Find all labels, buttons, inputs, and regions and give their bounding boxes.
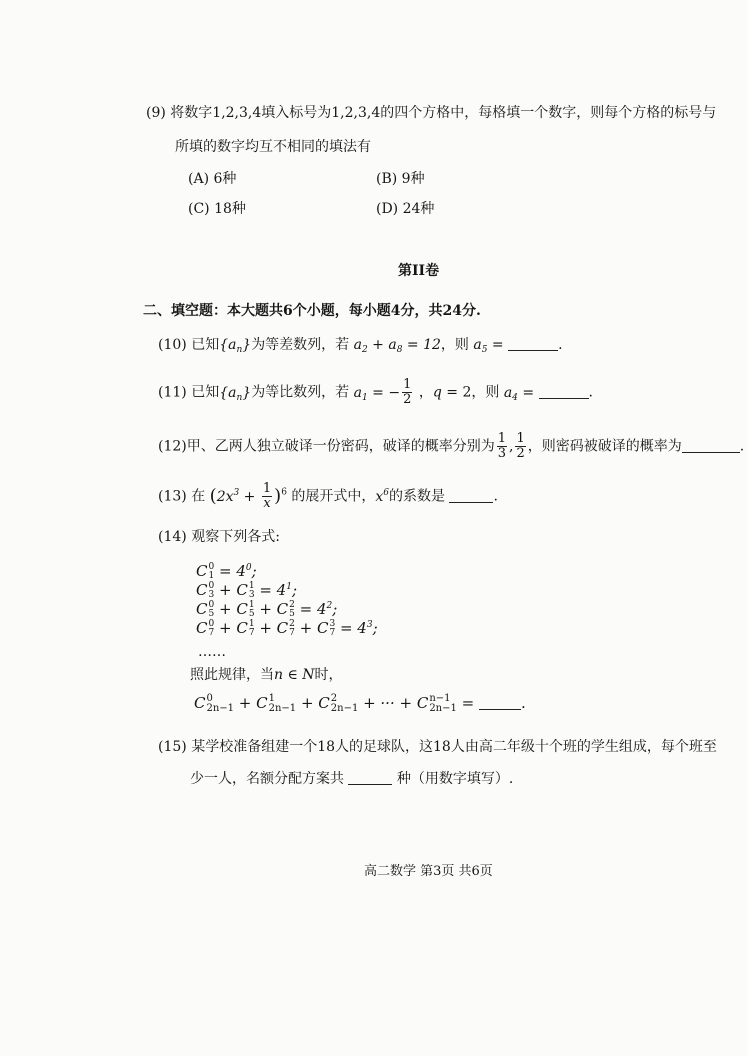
q11: (11) 已知$\{a_n\}$为等比数列，若 $a_1$ = − $\frac{1}{2}$ ，q = 2，则 $a_4$ = . (158, 377, 593, 407)
q14-answer-blank[interactable] (479, 697, 521, 710)
q13-answer-blank[interactable] (449, 490, 493, 503)
q9-option-b: (B) 9种 (376, 171, 425, 187)
q9-line1: (9) 将数字1,2,3,4填入标号为1,2,3,4的四个方格中，每格填一个数字，则每个方格的标号与 (146, 105, 717, 121)
q15-line2: 少一人，名额分配方案共 种（用数字填写）. (190, 771, 514, 787)
q14-line-1: C 0 1 = $4^0$; (196, 562, 257, 581)
page-footer: 高二数学 第3页 共6页 (364, 864, 493, 879)
q14-intro: (14) 观察下列各式: (158, 529, 280, 545)
part2-header: 二、填空题：本大题共6个小题，每小题4分，共24分. (143, 303, 481, 319)
q12-answer-blank[interactable] (682, 440, 740, 453)
q10-answer-blank[interactable] (508, 338, 558, 351)
q11-answer-blank[interactable] (539, 386, 589, 399)
q14-rule: 照此规律，当n ∈ N时， (190, 667, 343, 683)
q10: (10) 已知$\{a_n\}$为等差数列，若 $a_2 + a_8 = 12$，则 $a_5$ = . (158, 337, 563, 355)
q9-option-a: (A) 6种 (188, 171, 237, 187)
q9-line2: 所填的数字均互不相同的填法有 (175, 139, 371, 155)
q12: (12)甲、乙两人独立破译一份密码，破译的概率分别为 $\frac{1}{3}$ , $\frac{1}{2}$ ，则密码被破译的概率为 . (158, 431, 745, 461)
q14-line-4: C 0 7 + C 1 7 + C 2 7 + C 3 7 = $4^3$; (196, 619, 378, 638)
q14-general: C 0 2n−1 + C 1 2n−1 + C 2 2n−1 + ··· + C n−1 2n−1 = . (194, 693, 526, 714)
q9-option-c: (C) 18种 (188, 201, 246, 217)
q13: (13) 在 ($2x^3$ + $\frac{1}{x}$ )$^6$ 的展开式中，$x^6$的系数是 . (158, 481, 498, 511)
section-title: 第II卷 (398, 263, 440, 279)
q14-line-2: C 0 3 + C 1 3 = $4^1$; (196, 581, 297, 600)
q14-line-3: C 0 5 + C 1 5 + C 2 5 = $4^2$; (196, 600, 338, 619)
q15-line1: (15) 某学校准备组建一个18人的足球队，这18人由高二年级十个班的学生组成，每个班至 (158, 739, 717, 755)
q9-option-d: (D) 24种 (376, 201, 435, 217)
q15-answer-blank[interactable] (348, 772, 392, 785)
q14-dots: …… (198, 644, 226, 660)
